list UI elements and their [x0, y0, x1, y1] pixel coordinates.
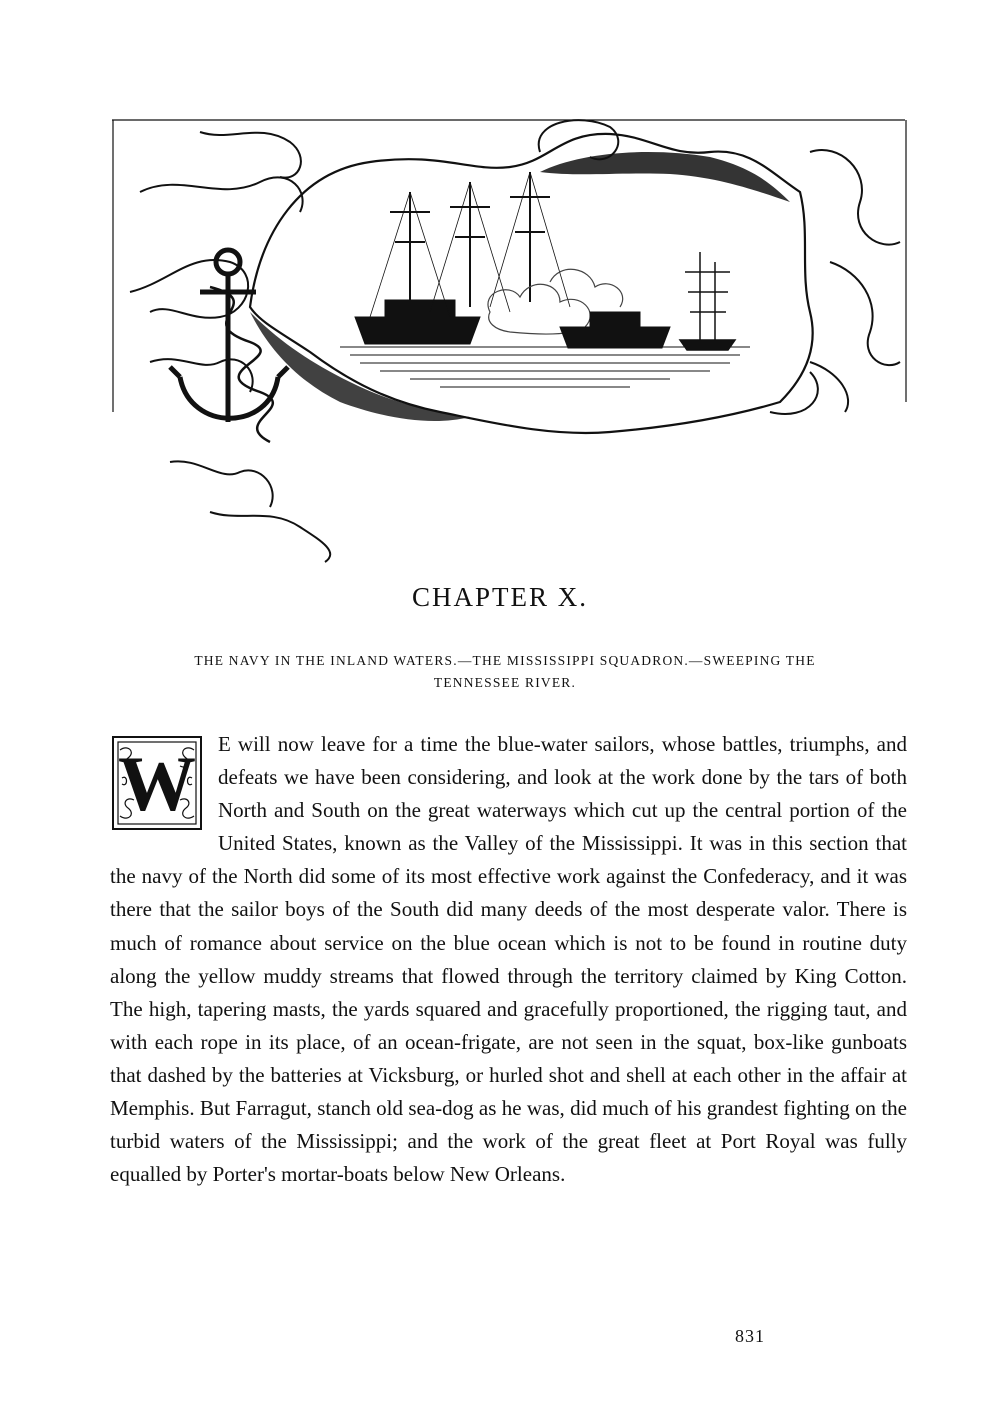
ribbon — [810, 150, 900, 245]
distant-ship — [680, 252, 735, 350]
chapter-body-text: E will now leave for a time the blue-water sailors, whose battles, triumphs, and defeats we have been considering, and look at the work done by the tars of both North and South on the great waterways which cut up the central portion of the United States, known as the Valley of the Mississippi. It was in this section that the navy of the North did some of its most effective work against the Confederacy, and it was there that the sailor boys of the South did many deeds of the most desperate valor. There is much of romance about service on the blue ocean which is not to be found in routine duty along the yellow muddy streams that flowed through the territory claimed by King Cotton. The high, tapering masts, the yards squared and gracefully proportioned, the rigging taut, and with each rope in its place, of an ocean-frigate, are not seen in the squat, box-like gunboats that dashed by the batteries at Vicksburg, or hurled shot and shell at each other in the affair at Memphis. But Farragut, stanch old sea-dog as he was, did much of his grandest fighting on the turbid waters of the Mississippi; and the work of the great fleet at Port Royal was fully equalled by Porter's mortar-boats below New Orleans. — [110, 732, 907, 1187]
ribbon — [210, 512, 330, 562]
drop-cap-letter: W — [118, 740, 196, 827]
chapter-summary-line2: TENNESSEE RIVER. — [433, 675, 577, 690]
header-illustration — [110, 112, 910, 567]
drop-cap — [112, 736, 202, 830]
ribbon — [810, 362, 848, 412]
chapter-summary-line1: THE NAVY IN THE INLAND WATERS.—THE MISSISSIPPI SQUADRON.—SWEEPING THE — [194, 653, 816, 668]
scroll-curl — [539, 120, 619, 159]
ribbon — [170, 461, 273, 507]
frigate-masts — [390, 172, 550, 307]
gunboat-right — [560, 312, 670, 348]
gunboat-left — [355, 300, 480, 344]
chapter-summary — [120, 650, 890, 694]
ribbon — [150, 359, 253, 392]
scroll-curl — [770, 372, 818, 414]
chapter-body — [110, 728, 907, 1191]
ribbon — [200, 132, 301, 178]
ribbon — [140, 177, 303, 212]
water-hatching — [340, 347, 750, 387]
page-number: 831 — [735, 1326, 765, 1346]
ribbon — [830, 262, 900, 365]
chapter-title: CHAPTER X. — [411, 582, 588, 612]
